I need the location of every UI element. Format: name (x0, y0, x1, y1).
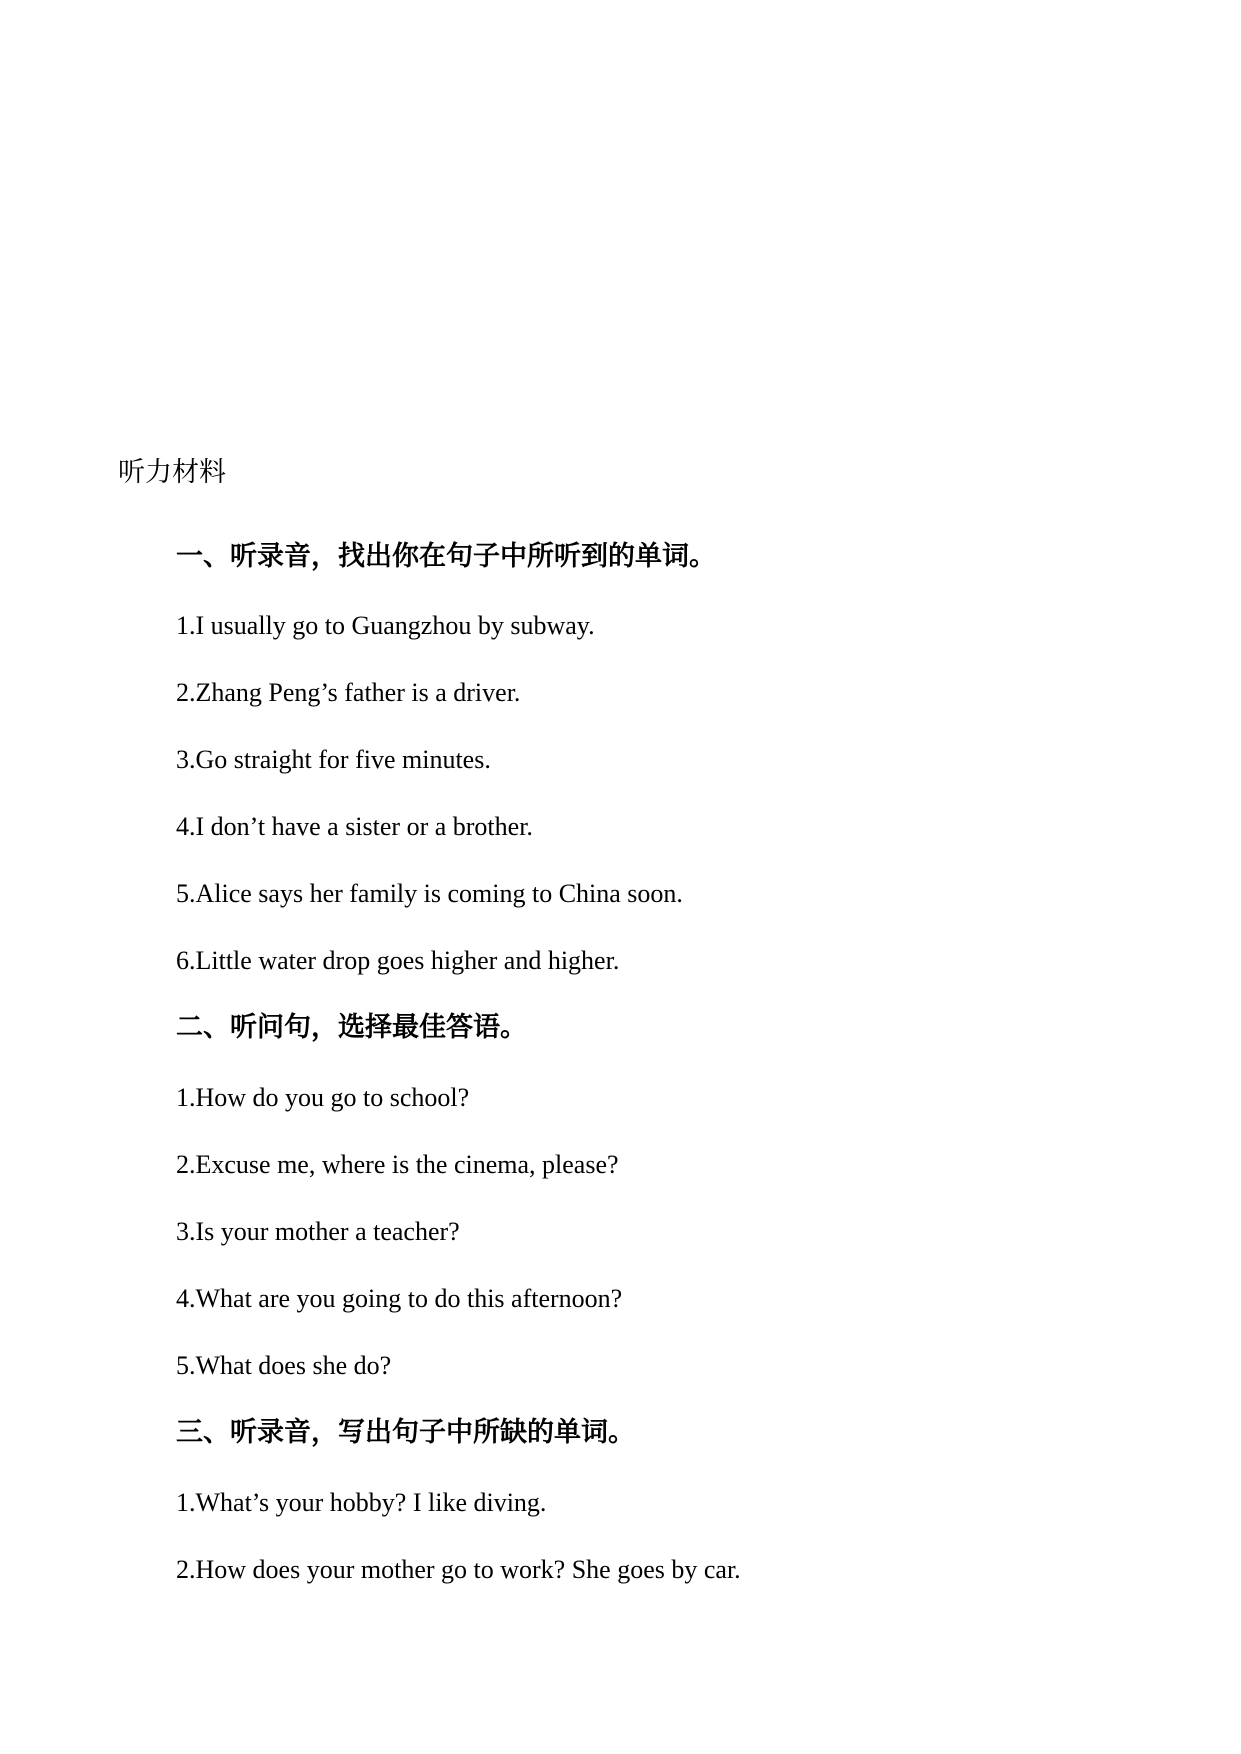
section-2-item-4: 4.What are you going to do this afternoon? (176, 1284, 623, 1313)
section-3-item-1: 1.What’s your hobby? I like diving. (176, 1488, 547, 1517)
section-3-item-2: 2.How does your mother go to work? She goes by car. (176, 1555, 741, 1584)
section-2-item-2: 2.Excuse me, where is the cinema, please? (176, 1150, 619, 1179)
section-1-item-6: 6.Little water drop goes higher and higher. (176, 946, 620, 975)
section-2-heading: 二、听问句，选择最佳答语。 (176, 1012, 527, 1043)
section-3-heading: 三、听录音，写出句子中所缺的单词。 (176, 1417, 635, 1448)
section-1-item-2: 2.Zhang Peng’s father is a driver. (176, 678, 521, 707)
section-2-item-5: 5.What does she do? (176, 1351, 392, 1380)
section-2-item-3: 3.Is your mother a teacher? (176, 1217, 460, 1246)
section-1-item-5: 5.Alice says her family is coming to China soon. (176, 879, 683, 908)
section-1-item-4: 4.I don’t have a sister or a brother. (176, 812, 533, 841)
section-1-item-1: 1.I usually go to Guangzhou by subway. (176, 611, 595, 640)
section-1-heading: 一、听录音，找出你在句子中所听到的单词。 (176, 541, 716, 572)
section-2-item-1: 1.How do you go to school? (176, 1083, 470, 1112)
section-1-item-3: 3.Go straight for five minutes. (176, 745, 491, 774)
document-title: 听力材料 (118, 457, 226, 488)
